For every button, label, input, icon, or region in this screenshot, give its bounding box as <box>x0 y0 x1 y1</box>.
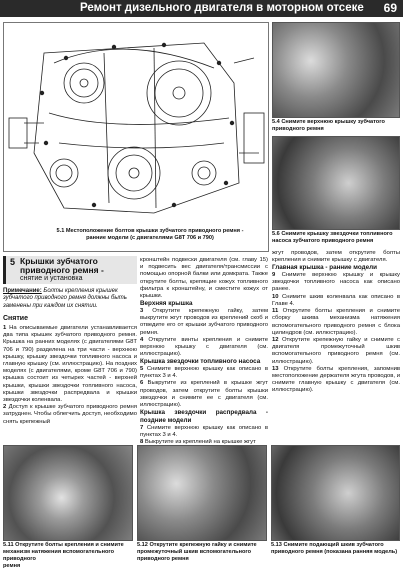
caption-text: механизм натяжения вспомогательного приводного <box>3 548 115 562</box>
section-number: 5 <box>10 257 16 267</box>
paragraph: жгут проводов, затем открутите болты крепления и снимите крышку с двигателя. <box>272 250 400 264</box>
caption-text: ранние модели (с двигателями G8T 706 и 790) <box>86 234 214 241</box>
note-block <box>3 288 137 310</box>
caption-text: Снимите крышку звездочки топливного <box>281 231 393 237</box>
step-number: 12 <box>272 336 279 343</box>
paragraph: Снимите шкив коленвала как описано в Главе 4. <box>272 293 400 307</box>
figure-number: 5.13 <box>271 542 282 548</box>
caption-text: Открутите крепежную гайку и снимите <box>149 542 257 548</box>
section-title: Крышки зубчатого приводного ремня - <box>20 256 104 276</box>
text-column-2 <box>140 257 268 445</box>
figure-number: 5.12 <box>137 542 148 548</box>
engine-diagram-figure <box>3 22 269 252</box>
page-title: Ремонт дизельного двигателя в моторном отсеке <box>80 2 364 14</box>
heading-cam-cover: Крышка звездочки распредвала - поздние модели <box>140 409 268 424</box>
caption-text: ремня <box>3 562 21 569</box>
page-header <box>0 0 403 17</box>
step-number: 1 <box>3 325 7 331</box>
figure-number: 5.11 <box>3 542 14 548</box>
paragraph: Открутите болты крепления, запомнив местоположение держателя жгута проводов, и снимите главную крышку с двигателя (см. иллюстрацию). <box>272 365 400 394</box>
engine-line-drawing <box>4 23 268 223</box>
section-subtitle: снятие и установка <box>20 275 83 282</box>
section-heading <box>3 256 137 284</box>
step-number: 2 <box>3 404 7 411</box>
photo-pump-cover <box>272 136 400 230</box>
paragraph: Открутите крепежную гайку и снимите с двигателя промежуточный шкив вспомогательного приводного ремня (см. иллюстрацию). <box>272 336 400 365</box>
figure-number: 5.1 <box>56 228 65 234</box>
paragraph: Снимите верхнюю крышку и крышку звездочки топливного насоса как описано ранее. <box>272 272 400 293</box>
paragraph: Открутите крепежную гайку, затем выкрутите жгут проводов из креплений скоб и отведите его от крышки зубчатого приводного ремня. <box>140 307 268 336</box>
text-column-3 <box>272 250 400 438</box>
figure-number: 5.6 <box>272 231 280 237</box>
figure-caption <box>137 542 267 563</box>
caption-text: насоса зубчатого приводного ремня <box>272 237 374 244</box>
figure-caption <box>272 231 400 245</box>
step-number: 11 <box>272 308 279 315</box>
caption-text: Местоположение болтов крышки зубчатого приводного ремня - <box>65 228 244 234</box>
text-column-1 <box>3 325 137 445</box>
figure-number: 5.4 <box>272 119 280 125</box>
figure-caption <box>40 228 260 242</box>
heading-removal: Снятие <box>3 315 28 322</box>
step-number: 5 <box>140 365 144 372</box>
paragraph: Снимите верхнюю крышку как описано в пунктах 3 и 4. <box>140 365 268 380</box>
photo-idler-pulley <box>137 445 267 541</box>
caption-text: промежуточный шкив вспомогательного <box>137 548 252 555</box>
paragraph: На описываемые двигатели устанавливается два типа крышек зубчатого приводного ремня. Крышка на ранних моделях (с двигателями G8T 706 и 790) разделена на три части - верхнюю крышку, крышку звездочки топливного насоса и главную крышку (см. иллюстрацию). На поздних моделях (с двигателями, кроме G8T 706 и 790) крышка состоит из четырех частей - верхней крышки, крышки звездочки топливного насоса, крышки звездочки распредвала и крышки звездочки коленвала. <box>3 325 137 404</box>
step-number: 3 <box>140 307 144 314</box>
caption-text: приводного ремня <box>137 555 189 562</box>
paragraph: Открутите болты крепления и снимите сборку шкива механизма натяжения вспомогательного приводного ремня с блока цилиндров (см. иллюстрацию). <box>272 308 400 336</box>
paragraph: Открутите винты крепления и снимите верхнюю крышку с двигателя (см. иллюстрацию). <box>140 336 268 358</box>
heading-pump-cover: Крышка звездочки топливного насоса <box>140 358 261 366</box>
page-number: 69 <box>383 1 397 15</box>
step-number: 7 <box>140 424 144 431</box>
photo-tensioner <box>3 445 133 541</box>
figure-caption <box>272 119 400 133</box>
caption-text: Открутите болты крепления и снимите <box>15 542 124 548</box>
paragraph: Выкрутите из креплений на крышке жгут <box>143 438 256 445</box>
photo-upper-cover <box>272 22 400 118</box>
heading-upper-cover: Верхняя крышка <box>140 300 193 308</box>
step-number: 10 <box>272 293 279 300</box>
figure-caption <box>3 542 133 570</box>
step-number: 6 <box>140 380 144 387</box>
note-label: Примечание: <box>3 288 42 294</box>
caption-text: приводного ремня (показана ранняя модель) <box>271 548 398 555</box>
paragraph: Выкрутите из креплений в крышке жгут проводов, затем открутите болты крышки звездочки и снимите ее с двигателя (см. иллюстрацию). <box>140 380 268 408</box>
photo-main-cover <box>271 445 400 541</box>
figure-caption <box>271 542 400 556</box>
caption-text: приводного ремня <box>272 125 324 132</box>
step-number: 13 <box>272 365 279 372</box>
paragraph: кронштейн подвески двигателя (см. главу 15) и подвесить вес двигателя/трансмиссии с помощью опорной балки или домкрата. Также открутите болты, крепящие кожух топливного фильтра к кронштейну, и сместите кожух от крышки. <box>140 257 268 300</box>
step-number: 8 <box>140 438 144 445</box>
caption-text: Снимите подающий шкив зубчатого <box>283 542 384 548</box>
step-number: 9 <box>272 272 276 279</box>
caption-text: Снимите верхнюю крышку зубчатого <box>281 119 385 125</box>
paragraph: Снимите верхнюю крышку как описано в пунктах 3 и 4. <box>140 424 268 438</box>
note-text: Болты крепления крышек зубчатого приводного ремня должны быть заменены при каждом их снятии. <box>3 288 127 309</box>
heading-main-cover: Главная крышка - ранние модели <box>272 264 378 272</box>
step-number: 4 <box>140 336 144 343</box>
paragraph: Доступ к крышке зубчатого приводного ремня затруднен. Чтобы облегчить доступ, необходимо снять крепежный <box>3 404 137 425</box>
